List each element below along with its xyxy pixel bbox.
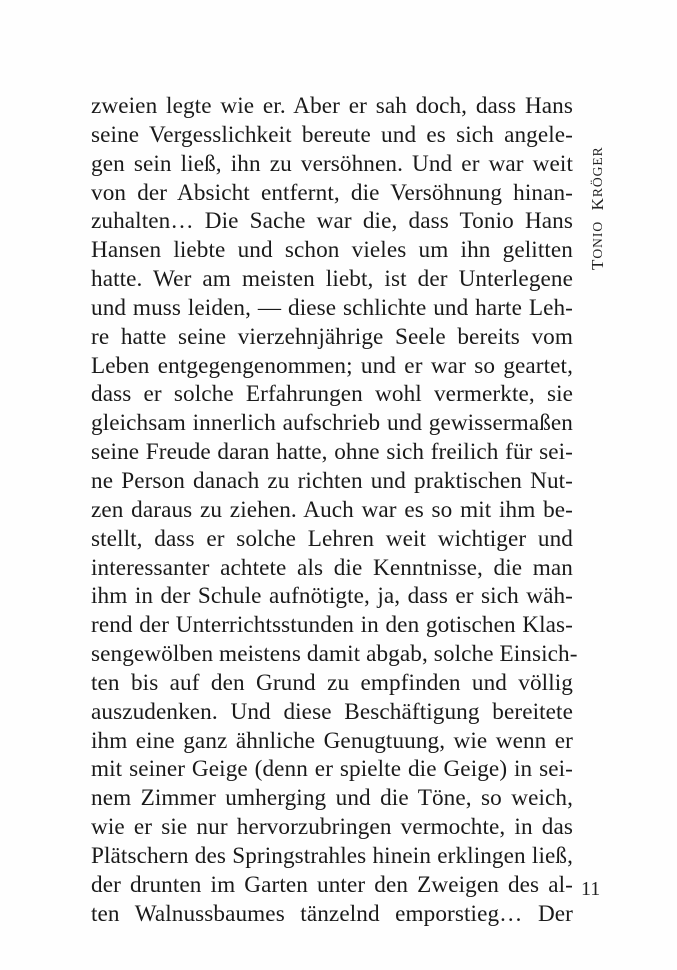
text-line: ne Person danach zu richten und praktischen Nut- [91,467,573,494]
text-line: hatte. Wer am meisten liebt, ist der Unterlegene [91,266,573,293]
text-line: zuhalten… Die Sache war die, dass Tonio Hans [91,208,573,235]
text-line: wie er sie nur hervorzubringen vermochte, in das [91,814,573,841]
text-line: Leben entgegengenommen; und er war so geartet, [91,352,573,379]
page-number: 11 [581,878,601,900]
text-line: ten bis auf den Grund zu empfinden und völlig [91,669,573,696]
text-line: re hatte seine vierzehnjährige Seele bereits vom [91,323,573,350]
text-line: von der Absicht entfernt, die Versöhnung hinan- [91,179,573,206]
text-line: stellt, dass er solche Lehren weit wichtiger und [91,525,573,552]
text-line: ihm in der Schule aufnötigte, ja, dass er sich wäh- [91,583,573,610]
body-text [91,92,578,928]
text-line: Plätschern des Springstrahles hinein erklingen ließ, [91,842,573,869]
text-line: zweien legte wie er. Aber er sah doch, dass Hans [91,93,573,119]
text-line: seine Freude daran hatte, ohne sich freilich für sei- [91,439,573,466]
text-line: mit seiner Geige (denn er spielte die Geige) in sei- [91,756,573,783]
running-head-title [586,95,610,270]
running-head-initial: T [588,258,607,270]
text-line: rend der Unterrichtsstunden in den gotischen Klas- [91,612,573,639]
text-line: ihm eine ganz ähnliche Genugtuung, wie wenn er [91,727,573,754]
running-head-word: RÖGER [590,146,605,198]
text-line: interessanter achtete als die Kenntnisse, die man [91,554,573,581]
text-line: ten Walnussbaumes tänzelnd emporstieg… Der [91,900,573,927]
text-line: der drunten im Garten unter den Zweigen des al- [91,871,573,898]
text-line: nem Zimmer umherging und die Töne, so weich, [91,785,573,812]
running-head-initial: K [588,197,607,211]
text-line: auszudenken. Und diese Beschäftigung bereitete [91,698,573,725]
running-head-word: ONIO [590,220,605,259]
text-line: und muss leiden, — diese schlichte und harte Leh- [91,294,573,321]
text-line: dass er solche Erfahrungen wohl vermerkte, sie [91,381,573,408]
text-line: gleichsam innerlich aufschrieb und gewissermaßen [91,410,573,437]
text-line: zen daraus zu ziehen. Auch war es so mit ihm be- [91,496,573,523]
text-line: seine Vergesslichkeit bereute und es sich angele- [91,121,573,148]
text-line: gen sein ließ, ihn zu versöhnen. Und er war weit [91,150,573,177]
text-line: Hansen liebte und schon vieles um ihn gelitten [91,237,573,264]
text-line: sengewölben meistens damit abgab, solche Einsich- [91,641,578,668]
